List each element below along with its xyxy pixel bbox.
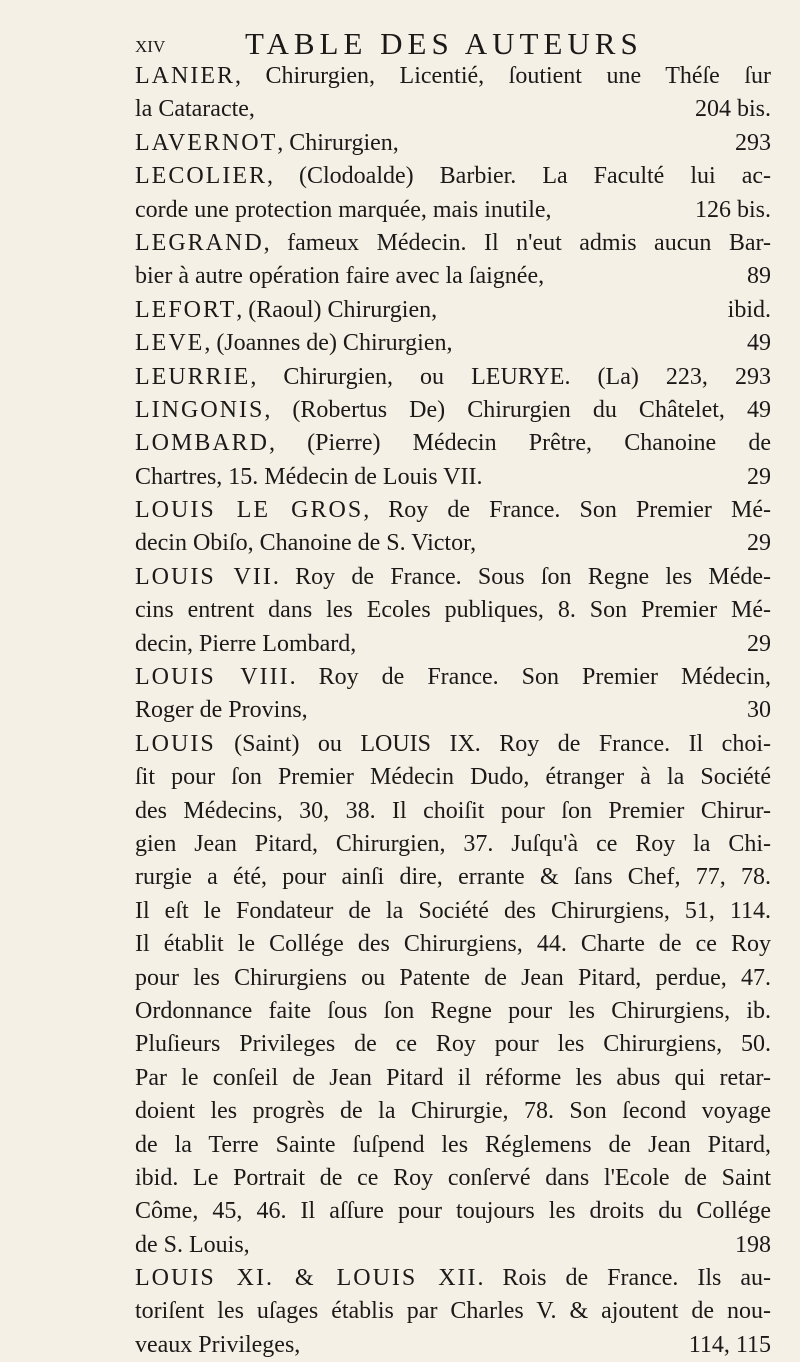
index-continuation-line [135,461,771,494]
index-continuation-line [135,828,771,861]
entry-text: rurgie a été, pour ainſi dire, errante & ſans Chef, 77, 78. [135,864,771,891]
entry-text: . Roy de France. Sous ſon Regne les Méde- [272,563,771,590]
index-continuation-line [135,1028,771,1061]
author-name: LOUIS [135,730,216,757]
entry-text: toriſent les uſages établis par Charles V. & ajoutent de nou- [135,1298,771,1325]
index-entry-line [135,227,771,260]
index-continuation-line [135,1195,771,1228]
index-entry-line [135,427,771,460]
author-name: LEVE [135,330,205,357]
index-continuation-line [135,1062,771,1095]
index-continuation-line [135,1129,771,1162]
index-body [135,60,771,1362]
entry-text: la Cataracte, [135,96,255,123]
author-name: LINGONIS [135,396,265,423]
folio-number: xiv [135,32,166,58]
author-name: LOUIS VII [135,563,273,590]
page-header [135,26,775,62]
page-reference: 29 [741,527,771,560]
index-continuation-line [135,694,771,727]
entry-text: Il eſt le Fondateur de la Société des Chirurgiens, 51, 114. [135,897,771,924]
author-name: LECOLIER [135,163,267,190]
author-name: LANIER [135,63,235,89]
index-continuation-line [135,928,771,961]
index-entry-line [135,561,771,594]
page-reference: 198 [729,1229,771,1262]
author-name: LOUIS XI. & LOUIS XII [135,1265,478,1292]
page-reference: 204 bis. [689,93,771,126]
entry-text: , (Joannes de) Chirurgien, [204,330,453,357]
index-entry-line [135,728,771,761]
entry-text: , Chirurgien, Licentié, ſoutient une Théſe ſur [234,63,771,89]
page-reference: 29 [741,461,771,494]
index-continuation-line [135,861,771,894]
entry-text: Pluſieurs Privileges de ce Roy pour les Chirurgiens, 50. [135,1031,771,1058]
author-name: LEFORT [135,296,237,323]
index-entry-line [135,127,771,160]
index-continuation-line [135,761,771,794]
entry-text: pour les Chirurgiens ou Patente de Jean Pitard, perdue, 47. [135,964,771,991]
index-continuation-line [135,1229,771,1262]
entry-text: bier à autre opération faire avec la ſaignée, [135,263,545,290]
index-entry-line [135,294,771,327]
index-continuation-line [135,527,771,560]
page-reference: 126 bis. [689,194,771,227]
entry-text: , (Raoul) Chirurgien, [236,296,438,323]
index-entry-line [135,1262,771,1295]
index-continuation-line [135,1095,771,1128]
entry-text: Chartres, 15. Médecin de Louis VII. [135,463,483,490]
index-entry-line [135,327,771,360]
entry-text: decin Obiſo, Chanoine de S. Victor, [135,530,477,557]
index-continuation-line [135,962,771,995]
entry-text: ſit pour ſon Premier Médecin Dudo, étranger à la Société [135,764,771,791]
entry-text: Roger de Provins, [135,697,308,724]
page-reference: ibid. [722,294,771,327]
entry-text: , (Robertus De) Chirurgien du Châtelet, 49 [264,396,771,423]
entry-text: . Rois de France. Ils au- [477,1265,771,1292]
running-title: TABLE DES AUTEURS [245,26,643,61]
index-continuation-line [135,1295,771,1328]
entry-text: cins entrent dans les Ecoles publiques, 8. Son Premier Mé- [135,597,771,624]
index-continuation-line [135,895,771,928]
entry-text: doient les progrès de la Chirurgie, 78. Son ſecond voyage [135,1098,771,1125]
index-continuation-line [135,628,771,661]
author-name: LOUIS VIII [135,664,290,691]
entry-text: , (Clodoalde) Barbier. La Faculté lui ac- [266,163,771,190]
author-name: LEURRIE [135,363,251,390]
index-continuation-line [135,594,771,627]
index-continuation-line [135,93,771,126]
entry-text: ibid. Le Portrait de ce Roy conſervé dans l'Ecole de Saint [135,1164,771,1191]
index-continuation-line [135,194,771,227]
index-continuation-line [135,1329,771,1362]
author-name: LAVERNOT [135,129,278,156]
index-continuation-line [135,1162,771,1195]
index-entry-line [135,160,771,193]
entry-text: (Saint) ou LOUIS IX. Roy de France. Il choi- [215,730,771,757]
index-entry-line [135,494,771,527]
entry-text: des Médecins, 30, 38. Il choiſit pour ſon Premier Chirur- [135,797,771,824]
entry-text: decin, Pierre Lombard, [135,630,357,657]
page-reference: 49 [741,327,771,360]
index-entry-line [135,60,771,93]
entry-text: veaux Privileges, [135,1331,301,1358]
index-entry-line [135,361,771,394]
entry-text: , Chirurgien, ou LEURYE. (La) 223, 293 [250,363,771,390]
page-reference: 29 [741,628,771,661]
index-continuation-line [135,995,771,1028]
entry-text: . Roy de France. Son Premier Médecin, [289,664,771,691]
entry-text: Il établit le Collége des Chirurgiens, 44. Charte de ce Roy [135,931,771,958]
entry-text: de la Terre Sainte ſuſpend les Réglemens de Jean Pitard, [135,1131,771,1158]
entry-text: Par le conſeil de Jean Pitard il réforme les abus qui retar- [135,1064,771,1091]
page-reference: 30 [741,694,771,727]
entry-text: de S. Louis, [135,1231,250,1258]
entry-text: Ordonnance faite ſous ſon Regne pour les Chirurgiens, ib. [135,997,771,1024]
index-continuation-line [135,795,771,828]
index-entry-line [135,394,771,427]
entry-text: , (Pierre) Médecin Prêtre, Chanoine de [269,430,771,457]
entry-text: , fameux Médecin. Il n'eut admis aucun Bar- [263,229,771,256]
index-continuation-line [135,260,771,293]
author-name: LOMBARD [135,430,270,457]
entry-text: Côme, 45, 46. Il aſſure pour toujours les droits du Collége [135,1198,771,1225]
entry-text: , Roy de France. Son Premier Mé- [363,497,771,524]
author-name: LEGRAND [135,229,264,256]
author-name: LOUIS LE GROS [135,497,364,524]
entry-text: corde une protection marquée, mais inutile, [135,196,552,223]
index-entry-line [135,661,771,694]
page-reference: 89 [741,260,771,293]
page-reference: 114, 115 [683,1329,771,1362]
entry-text: gien Jean Pitard, Chirurgien, 37. Juſqu'à ce Roy la Chi- [135,830,771,857]
entry-text: , Chirurgien, [277,129,399,156]
page-reference: 293 [729,127,771,160]
